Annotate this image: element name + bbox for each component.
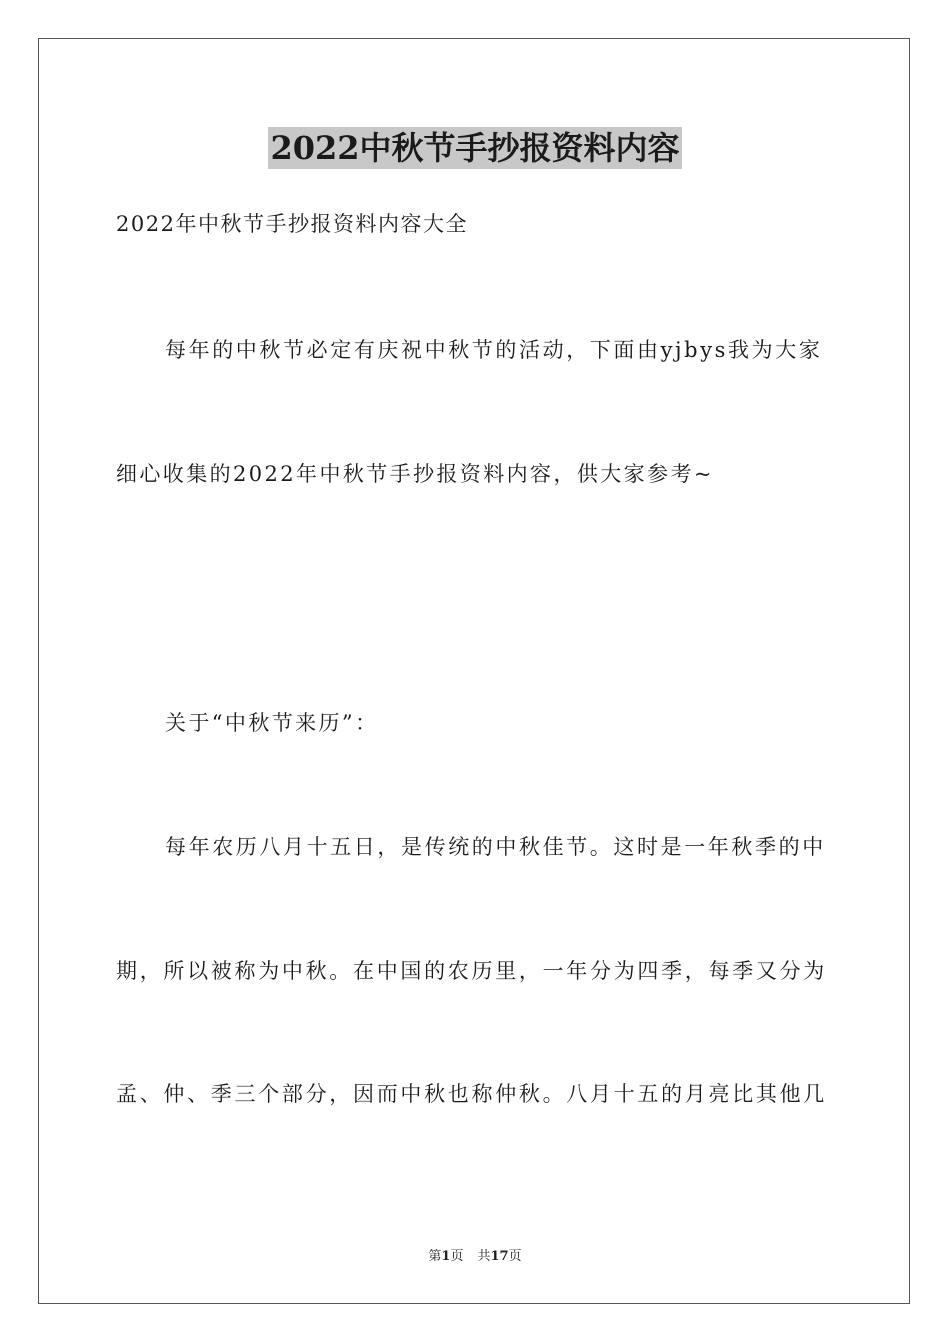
- page-footer: [0, 1248, 950, 1266]
- footer-page-number: 1: [441, 1249, 451, 1264]
- footer-total-prefix: 共: [477, 1249, 491, 1264]
- footer-page-suffix: 页: [450, 1249, 464, 1264]
- paragraph-origin-line-1: 每年农历八月十五日，是传统的中秋佳节。这时是一年秋季的中: [165, 835, 826, 859]
- document-title: 2022中秋节手抄报资料内容: [270, 129, 680, 167]
- paragraph-origin-line-2: 期，所以被称为中秋。在中国的农历里，一年分为四季，每季又分为: [116, 959, 827, 983]
- footer-total-number: 17: [490, 1249, 509, 1264]
- footer-total-suffix: 页: [508, 1249, 522, 1264]
- title-container: [0, 127, 950, 169]
- footer-page-prefix: 第: [428, 1249, 442, 1264]
- document-subtitle: 2022年中秋节手抄报资料内容大全: [116, 212, 468, 236]
- paragraph-origin-line-3: 孟、仲、季三个部分，因而中秋也称仲秋。八月十五的月亮比其他几: [116, 1082, 827, 1106]
- section-heading-origin: 关于“中秋节来历”：: [165, 711, 379, 735]
- paragraph-intro-line-1: 每年的中秋节必定有庆祝中秋节的活动，下面由yjbys我为大家: [165, 338, 823, 362]
- paragraph-intro-line-2: 细心收集的2022年中秋节手抄报资料内容，供大家参考~: [116, 462, 714, 486]
